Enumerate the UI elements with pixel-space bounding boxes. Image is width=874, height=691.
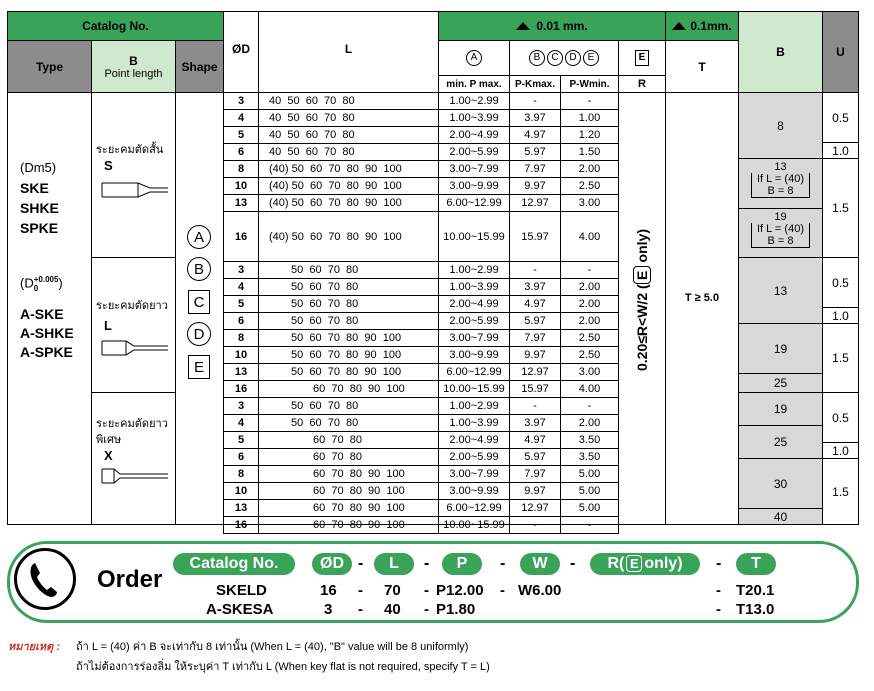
ex1-od: 16 bbox=[320, 582, 337, 599]
p-range-cell: 2.00~5.99 bbox=[438, 312, 510, 330]
od-cell: 6 bbox=[223, 312, 259, 330]
l-cell: 60 70 80 bbox=[258, 448, 439, 466]
p-range-cell: 3.00~9.99 bbox=[438, 346, 510, 364]
p-wmin-cell: - bbox=[560, 261, 619, 279]
type-shke: SHKE bbox=[20, 200, 59, 216]
od-cell: 5 bbox=[223, 431, 259, 449]
point-length-label: Point length bbox=[104, 67, 163, 80]
l-cell: 50 60 70 80 bbox=[258, 414, 439, 432]
p-wmin-cell: 2.00 bbox=[560, 278, 619, 296]
l-cell: 50 60 70 80 90 100 bbox=[258, 329, 439, 347]
l-cell: 60 70 80 90 100 bbox=[258, 499, 439, 517]
p-wmin-cell: 3.50 bbox=[560, 448, 619, 466]
p-wmin-cell: 4.00 bbox=[560, 211, 619, 262]
b13-note1: If L = (40) bbox=[751, 173, 810, 185]
p-range-cell: 2.00~5.99 bbox=[438, 143, 510, 161]
p-range-cell: 1.00~2.99 bbox=[438, 261, 510, 279]
p-range-cell: 3.00~7.99 bbox=[438, 465, 510, 483]
od-cell: 8 bbox=[223, 465, 259, 483]
circle-c-icon: C bbox=[547, 50, 563, 66]
type-a-shke: A-SHKE bbox=[20, 325, 74, 341]
p-kmax-cell: 4.97 bbox=[509, 431, 561, 449]
dash: - bbox=[716, 582, 721, 599]
od-cell: 16 bbox=[223, 380, 259, 398]
dash: - bbox=[716, 601, 721, 618]
p-range-cell: 6.00~12.99 bbox=[438, 194, 510, 212]
od-cell: 6 bbox=[223, 448, 259, 466]
od-cell: 8 bbox=[223, 329, 259, 347]
l-cell: 60 70 80 90 100 bbox=[258, 465, 439, 483]
p-kmax-cell: 4.97 bbox=[509, 126, 561, 144]
p-wmin-cell: 3.00 bbox=[560, 363, 619, 381]
r-value-end: only) bbox=[634, 228, 650, 267]
d-sub: 0 bbox=[33, 284, 39, 293]
square-e-icon: E bbox=[626, 555, 642, 572]
l-cell: (40) 50 60 70 80 90 100 bbox=[258, 160, 439, 178]
u-value-10: 1.0 bbox=[822, 142, 859, 159]
dash: - bbox=[358, 582, 363, 599]
od-cell: 10 bbox=[223, 346, 259, 364]
phone-icon bbox=[14, 548, 76, 610]
u-value-15: 1.5 bbox=[822, 323, 859, 393]
p-range-cell: 1.00~2.99 bbox=[438, 92, 510, 110]
od-cell: 8 bbox=[223, 160, 259, 178]
r-header: R bbox=[618, 75, 666, 93]
p-wmin-cell: 2.50 bbox=[560, 329, 619, 347]
ex2-p: P1.80 bbox=[436, 601, 476, 618]
b-value-8: 8 bbox=[738, 92, 823, 159]
p-kmax-cell: - bbox=[509, 261, 561, 279]
p-kmax-cell: 7.97 bbox=[509, 160, 561, 178]
shape-b-icon: B bbox=[187, 257, 211, 281]
u-value-15: 1.5 bbox=[822, 158, 859, 258]
p-wmin-header: P-Wmin. bbox=[560, 75, 619, 93]
p-kmax-cell: 12.97 bbox=[509, 499, 561, 517]
p-wmin-cell: 5.00 bbox=[560, 482, 619, 500]
od-cell: 13 bbox=[223, 194, 259, 212]
p-wmin-cell: 1.50 bbox=[560, 143, 619, 161]
pill-r-label: R( bbox=[607, 555, 625, 572]
p-range-cell: 2.00~5.99 bbox=[438, 448, 510, 466]
pill-w: W bbox=[520, 553, 560, 575]
b19-note1: If L = (40) bbox=[751, 223, 810, 235]
b-col-header: B bbox=[738, 11, 823, 93]
od-cell: 5 bbox=[223, 295, 259, 313]
p-kmax-cell: - bbox=[509, 397, 561, 415]
point-l-code: L bbox=[104, 318, 112, 333]
p-wmin-cell: 2.00 bbox=[560, 295, 619, 313]
notes-line1: ถ้า L = (40) ค่า B จะเท่ากับ 8 เท่านั้น (When L = (40), "B" value will be 8 uniformly) bbox=[76, 641, 469, 653]
od-cell: 6 bbox=[223, 143, 259, 161]
shape-a-icon: A bbox=[187, 225, 211, 249]
l-cell: 40 50 60 70 80 bbox=[258, 92, 439, 110]
b-value-40: 40 bbox=[738, 508, 823, 525]
b-value-19: 19 bbox=[738, 323, 823, 374]
type-a-spke: A-SPKE bbox=[20, 344, 73, 360]
notes-line2: ถ้าไม่ต้องการร่องลิ่ม ให้ระบุค่า T เท่ากับ L (When key flat is not required, specify T = L) bbox=[76, 661, 490, 673]
od-cell: 10 bbox=[223, 482, 259, 500]
od-cell: 10 bbox=[223, 177, 259, 195]
ex2-l: 40 bbox=[384, 601, 401, 618]
circle-e-icon: E bbox=[583, 50, 599, 66]
shape-d-icon: D bbox=[187, 322, 211, 346]
p-kmax-cell: 3.97 bbox=[509, 278, 561, 296]
p-kmax-cell: 3.97 bbox=[509, 109, 561, 127]
p-kmax-cell: 5.97 bbox=[509, 143, 561, 161]
p-wmin-cell: 1.20 bbox=[560, 126, 619, 144]
u-value-05: 0.5 bbox=[822, 92, 859, 143]
p-kmax-cell: 4.97 bbox=[509, 295, 561, 313]
p-kmax-cell: 3.97 bbox=[509, 414, 561, 432]
p-kmax-cell: 12.97 bbox=[509, 363, 561, 381]
pill-r-end: only) bbox=[644, 555, 683, 572]
pill-od: ØD bbox=[312, 553, 352, 575]
p-kmax-cell: 15.97 bbox=[509, 380, 561, 398]
point-l-thai: ระยะคมตัดยาว bbox=[96, 300, 168, 312]
l-cell: 60 70 80 bbox=[258, 431, 439, 449]
dash: - bbox=[716, 555, 722, 572]
b19-note2: B = 8 bbox=[751, 235, 810, 248]
t-col-header: T bbox=[665, 40, 739, 93]
p-range-cell: 2.00~4.99 bbox=[438, 295, 510, 313]
od-cell: 13 bbox=[223, 499, 259, 517]
od-cell: 4 bbox=[223, 109, 259, 127]
p-range-cell: 1.00~3.99 bbox=[438, 278, 510, 296]
od-cell: 4 bbox=[223, 414, 259, 432]
p-range-cell: 1.00~3.99 bbox=[438, 414, 510, 432]
p-kmax-cell: 7.97 bbox=[509, 329, 561, 347]
r-value-text: 0.20≤R<W/2 ( bbox=[634, 284, 650, 372]
p-wmin-cell: 2.50 bbox=[560, 177, 619, 195]
type-spke: SPKE bbox=[20, 220, 59, 236]
p-wmin-cell: 2.00 bbox=[560, 160, 619, 178]
l-cell: 50 60 70 80 bbox=[258, 312, 439, 330]
p-kmax-cell: 9.97 bbox=[509, 177, 561, 195]
t-column bbox=[665, 92, 739, 525]
p-kmax-cell: 9.97 bbox=[509, 482, 561, 500]
pill-p: P bbox=[442, 553, 482, 575]
point-x-thai2: พิเศษ bbox=[96, 434, 122, 446]
p-range-cell: 10.00~15.99 bbox=[438, 516, 510, 534]
b-value-25: 25 bbox=[738, 373, 823, 393]
ex2-t: T13.0 bbox=[736, 601, 775, 618]
l-cell: (40) 50 60 70 80 90 100 bbox=[258, 194, 439, 212]
od-cell: 16 bbox=[223, 516, 259, 534]
type-header: Type bbox=[7, 40, 92, 93]
d-close: ) bbox=[58, 275, 63, 291]
p-wmin-cell: - bbox=[560, 397, 619, 415]
pill-r-e-only bbox=[590, 553, 700, 575]
ex1-p: P12.00 bbox=[436, 582, 484, 599]
shape-c-icon: C bbox=[188, 290, 210, 314]
b19-value: 19 bbox=[774, 211, 787, 223]
ex1-l: 70 bbox=[384, 582, 401, 599]
od-cell: 3 bbox=[223, 261, 259, 279]
ex1-catalog: SKELD bbox=[216, 582, 267, 599]
b13-note2: B = 8 bbox=[751, 185, 810, 198]
ex2-catalog: A-SKESA bbox=[206, 601, 274, 618]
p-range-cell: 3.00~7.99 bbox=[438, 160, 510, 178]
notes-label: หมายเหตุ : bbox=[8, 641, 60, 653]
order-title: Order bbox=[97, 566, 163, 593]
b-value-13: 13 bbox=[738, 257, 823, 324]
p-kmax-cell: - bbox=[509, 92, 561, 110]
circle-d-icon: D bbox=[565, 50, 581, 66]
l-cell: 50 60 70 80 90 100 bbox=[258, 363, 439, 381]
p-wmin-cell: 5.00 bbox=[560, 465, 619, 483]
pill-t: T bbox=[736, 553, 776, 575]
pill-catalog-no: Catalog No. bbox=[173, 553, 295, 575]
p-range-cell: 1.00~3.99 bbox=[438, 109, 510, 127]
l-cell: 50 60 70 80 90 100 bbox=[258, 346, 439, 364]
p-kmax-cell: 7.97 bbox=[509, 465, 561, 483]
l-cell: 60 70 80 90 100 bbox=[258, 516, 439, 534]
b-value-13-note bbox=[738, 158, 823, 209]
p-wmin-cell: 4.00 bbox=[560, 380, 619, 398]
l-cell: (40) 50 60 70 80 90 100 bbox=[258, 177, 439, 195]
b-value-19-x: 19 bbox=[738, 392, 823, 426]
p-wmin-cell: 3.50 bbox=[560, 431, 619, 449]
od-cell: 16 bbox=[223, 211, 259, 262]
p-wmin-cell: - bbox=[560, 92, 619, 110]
u-value-15: 1.5 bbox=[822, 458, 859, 525]
point-x-code: X bbox=[104, 448, 113, 463]
dash: - bbox=[500, 555, 506, 572]
shape-header: Shape bbox=[175, 40, 224, 93]
p-range-cell: 1.00~2.99 bbox=[438, 397, 510, 415]
l-header: L bbox=[258, 11, 439, 93]
p-kmax-cell: 9.97 bbox=[509, 346, 561, 364]
od-cell: 13 bbox=[223, 363, 259, 381]
circle-b-icon: B bbox=[529, 50, 545, 66]
l-cell: 40 50 60 70 80 bbox=[258, 126, 439, 144]
b13-value: 13 bbox=[774, 161, 787, 173]
p-kmax-cell: 12.97 bbox=[509, 194, 561, 212]
l-cell: 50 60 70 80 bbox=[258, 397, 439, 415]
p-wmin-cell: 2.00 bbox=[560, 414, 619, 432]
point-x-thai1: ระยะคมตัดยาว bbox=[96, 418, 168, 430]
catalog-no-header: Catalog No. bbox=[7, 11, 224, 41]
point-s-thai: ระยะคมตัดสั้น bbox=[96, 144, 164, 156]
pill-l: L bbox=[374, 553, 414, 575]
dash: - bbox=[570, 555, 576, 572]
d-sup: +0.005 bbox=[33, 275, 59, 284]
p-kmax-cell: 15.97 bbox=[509, 211, 561, 262]
l-cell: (40) 50 60 70 80 90 100 bbox=[258, 211, 439, 262]
p-wmin-cell: 2.00 bbox=[560, 312, 619, 330]
dash: - bbox=[424, 582, 429, 599]
dash: - bbox=[358, 601, 363, 618]
od-cell: 4 bbox=[223, 278, 259, 296]
square-e-icon: E bbox=[633, 266, 651, 284]
type-dm5: (Dm5) bbox=[20, 160, 57, 175]
p-range-cell: 3.00~9.99 bbox=[438, 482, 510, 500]
type-a-ske: A-SKE bbox=[20, 306, 64, 322]
b-label: B bbox=[129, 53, 138, 68]
u-value-10: 1.0 bbox=[822, 307, 859, 324]
p-range-cell: 10.00~15.99 bbox=[438, 211, 510, 262]
point-s-code: S bbox=[104, 158, 113, 173]
dash: - bbox=[358, 555, 364, 572]
shape-e-icon: E bbox=[188, 355, 210, 379]
u-value-10: 1.0 bbox=[822, 442, 859, 459]
circle-a-icon: A bbox=[466, 50, 482, 66]
u-value-05: 0.5 bbox=[822, 257, 859, 308]
od-cell: 5 bbox=[223, 126, 259, 144]
p-range-cell: 2.00~4.99 bbox=[438, 431, 510, 449]
d-open: (D bbox=[20, 275, 34, 291]
od-header: ØD bbox=[223, 11, 259, 93]
p-range-cell: 6.00~12.99 bbox=[438, 499, 510, 517]
u-col-header: U bbox=[822, 11, 859, 93]
p-kmax-header: P-Kmax. bbox=[509, 75, 561, 93]
p-wmin-cell: 2.50 bbox=[560, 346, 619, 364]
l-cell: 50 60 70 80 bbox=[258, 295, 439, 313]
l-cell: 60 70 80 90 100 bbox=[258, 482, 439, 500]
ex2-od: 3 bbox=[324, 601, 333, 618]
od-cell: 3 bbox=[223, 92, 259, 110]
p-range-cell: 10.00~15.99 bbox=[438, 380, 510, 398]
p-wmin-cell: 5.00 bbox=[560, 499, 619, 517]
p-wmin-cell: - bbox=[560, 516, 619, 534]
ex1-t: T20.1 bbox=[736, 582, 775, 599]
dash: - bbox=[424, 555, 430, 572]
b-value-25-x: 25 bbox=[738, 425, 823, 459]
l-cell: 60 70 80 90 100 bbox=[258, 380, 439, 398]
l-cell: 40 50 60 70 80 bbox=[258, 109, 439, 127]
l-cell: 50 60 70 80 bbox=[258, 261, 439, 279]
p-kmax-cell: - bbox=[509, 516, 561, 534]
ex1-w: W6.00 bbox=[518, 582, 562, 599]
square-e-icon: E bbox=[635, 50, 649, 66]
p-range-cell: 3.00~9.99 bbox=[438, 177, 510, 195]
tol-t-label: 0.1mm. bbox=[690, 19, 732, 33]
min-p-max-header: min. P max. bbox=[438, 75, 510, 93]
l-cell: 40 50 60 70 80 bbox=[258, 143, 439, 161]
dash: - bbox=[500, 582, 505, 599]
p-range-cell: 2.00~4.99 bbox=[438, 126, 510, 144]
l-cell: 50 60 70 80 bbox=[258, 278, 439, 296]
p-kmax-cell: 5.97 bbox=[509, 312, 561, 330]
p-wmin-cell: 3.00 bbox=[560, 194, 619, 212]
p-range-cell: 3.00~7.99 bbox=[438, 329, 510, 347]
b-value-19-note bbox=[738, 208, 823, 258]
tol-p-label: 0.01 mm. bbox=[536, 19, 588, 33]
u-value-05: 0.5 bbox=[822, 392, 859, 443]
p-kmax-cell: 5.97 bbox=[509, 448, 561, 466]
t-value: T ≥ 5.0 bbox=[684, 292, 720, 304]
b-value-30: 30 bbox=[738, 458, 823, 509]
od-cell: 3 bbox=[223, 397, 259, 415]
type-ske: SKE bbox=[20, 180, 49, 196]
p-range-cell: 6.00~12.99 bbox=[438, 363, 510, 381]
p-wmin-cell: 1.00 bbox=[560, 109, 619, 127]
dash: - bbox=[424, 601, 429, 618]
